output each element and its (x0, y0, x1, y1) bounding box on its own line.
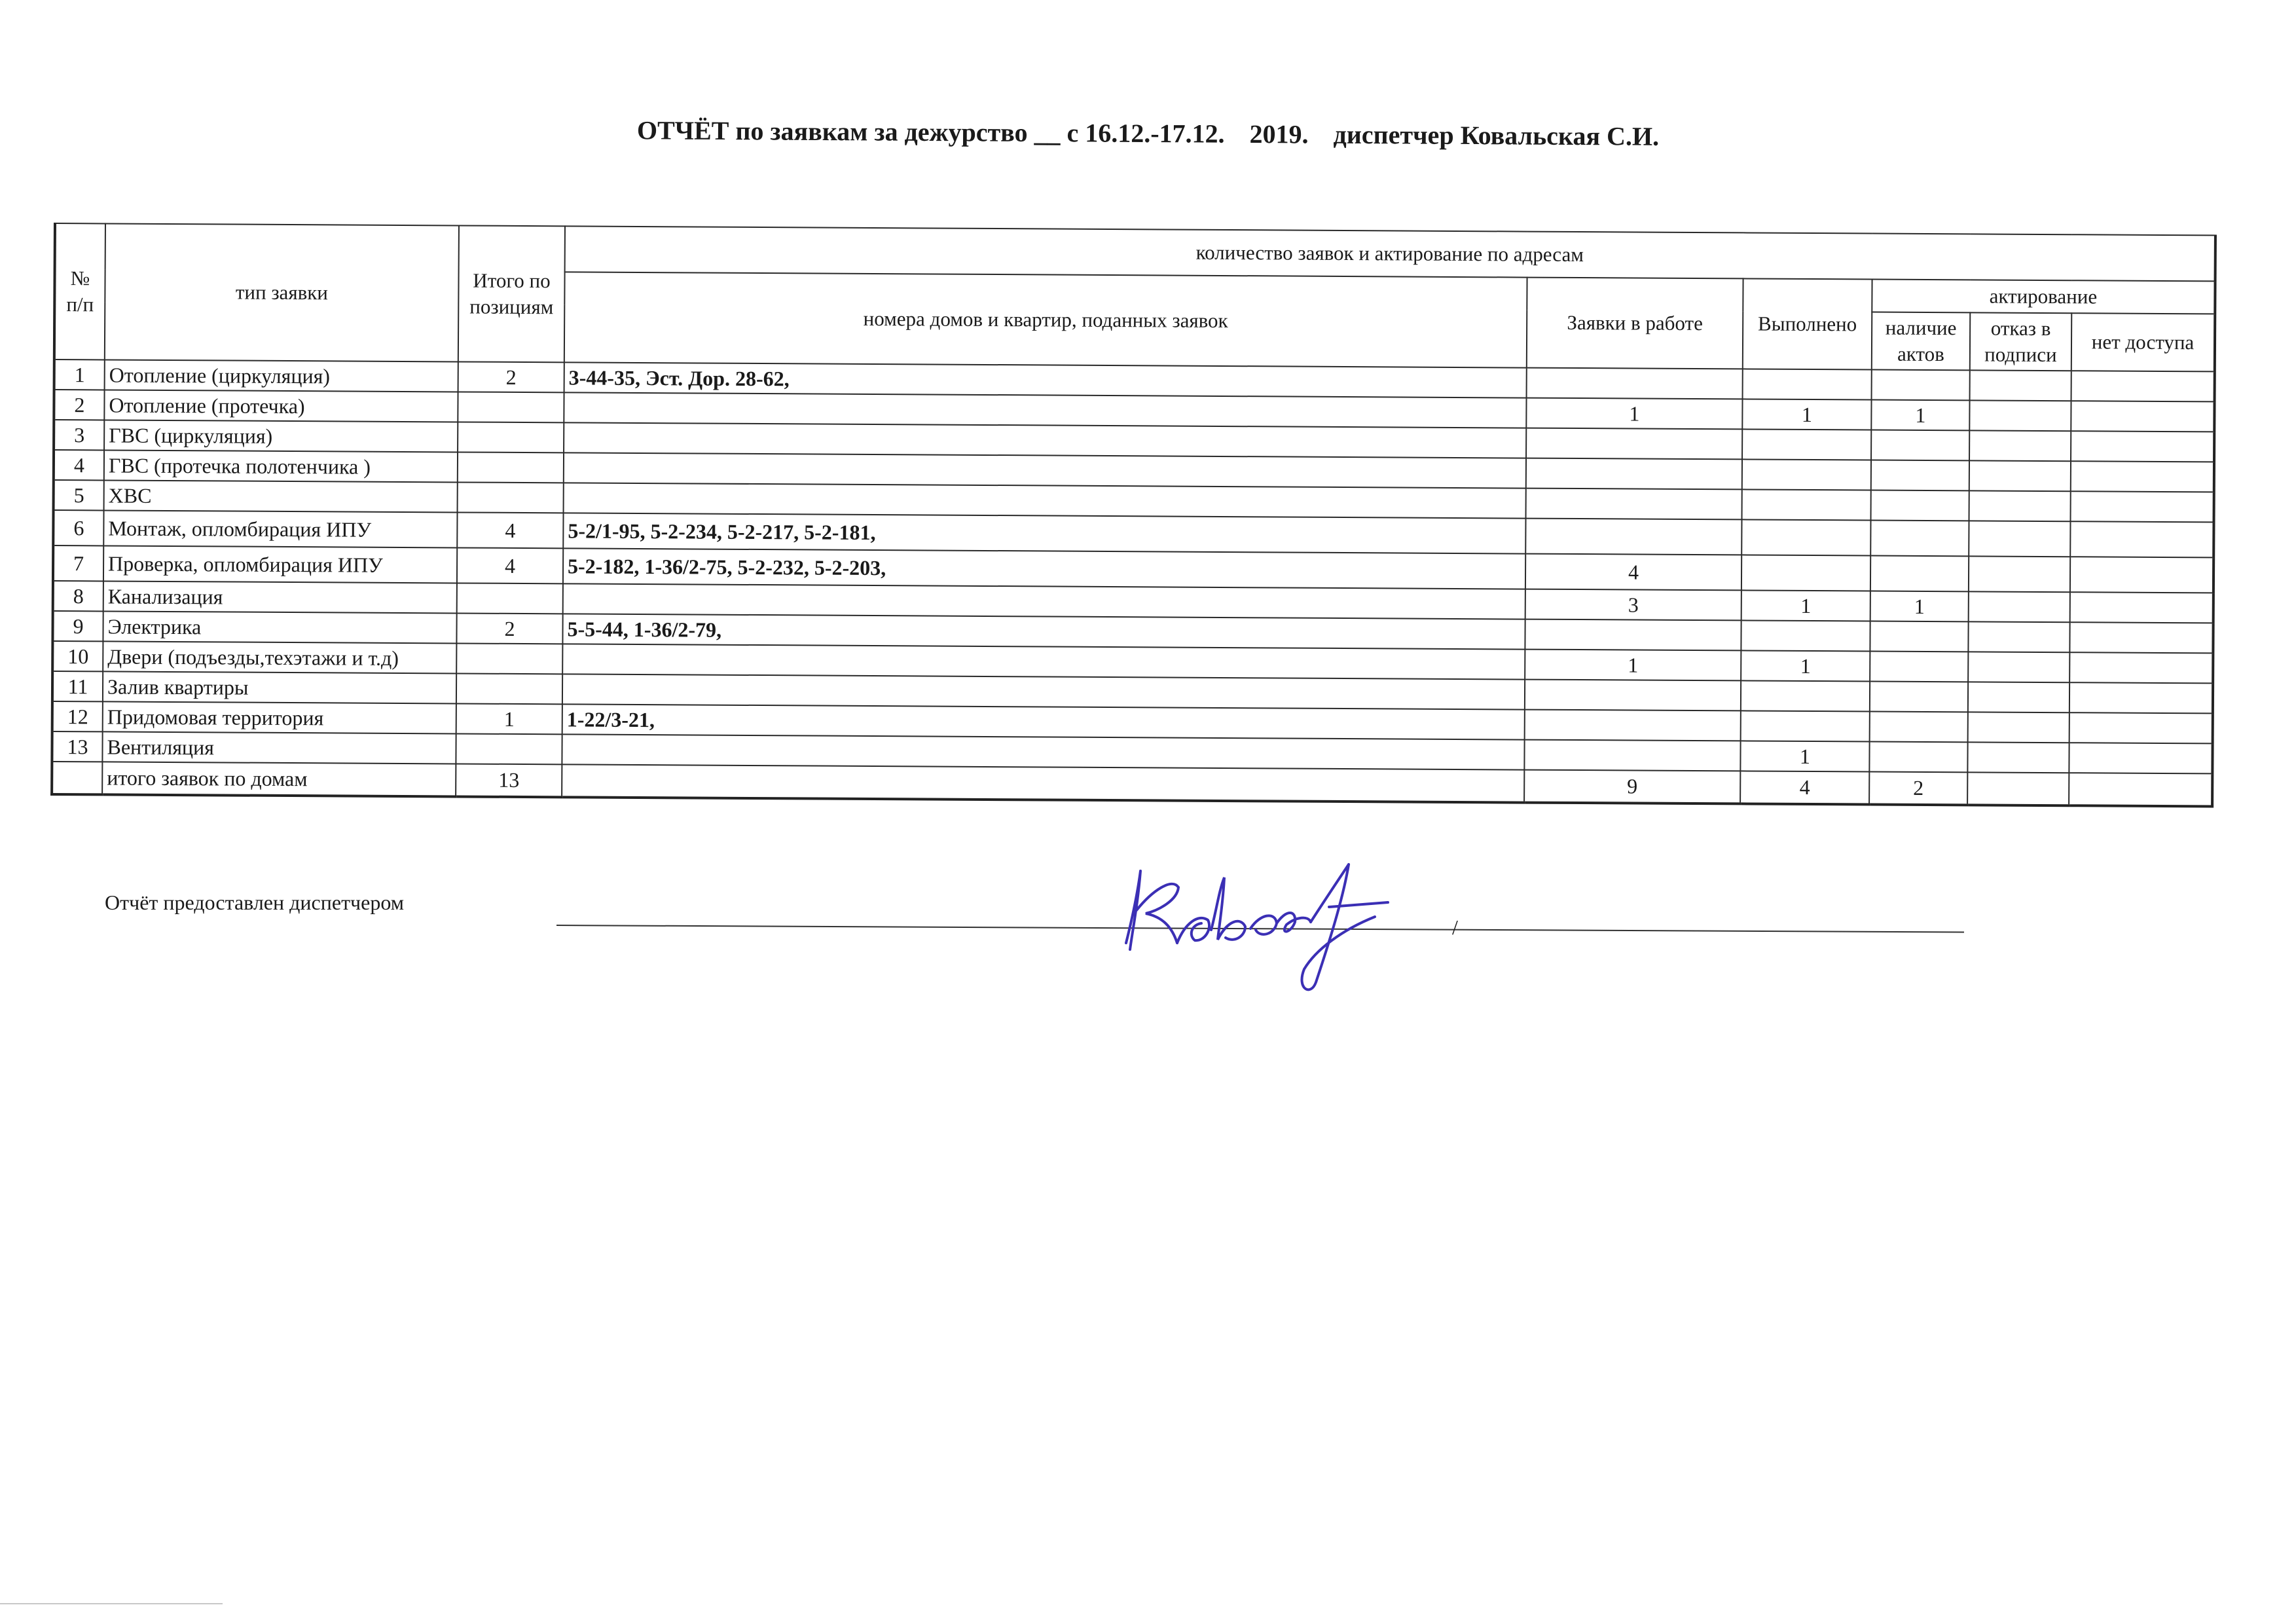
title-main: ОТЧЁТ по заявкам за дежурство (636, 115, 1028, 147)
report-table (50, 223, 2217, 807)
row-total: 2 (458, 361, 564, 392)
row-total: 1 (456, 703, 562, 734)
row-num: 6 (53, 510, 103, 545)
row-addresses: 5-2-182, 1-36/2-75, 5-2-232, 5-2-203, (563, 548, 1525, 589)
row-acts (1871, 430, 1969, 461)
total-acts: 2 (1869, 772, 1967, 805)
row-in-work (1527, 368, 1743, 399)
row-done (1741, 620, 1870, 651)
row-num: 1 (54, 360, 105, 390)
row-type: Залив квартиры (103, 671, 456, 703)
title-year: 2019. (1249, 119, 1309, 149)
row-acts (1870, 621, 1968, 652)
row-addresses: 5-5-44, 1-36/2-79, (562, 614, 1525, 649)
row-num: 4 (54, 450, 104, 480)
row-refusal (1968, 652, 2069, 682)
header-no-access: нет доступа (2071, 313, 2215, 371)
row-in-work (1525, 680, 1741, 711)
row-total (458, 422, 564, 452)
row-num: 3 (54, 420, 104, 450)
header-num: № п/п (54, 223, 105, 360)
total-no-access (2069, 773, 2212, 806)
header-in-work: Заявки в работе (1527, 278, 1743, 369)
row-refusal (1967, 742, 2069, 773)
row-total: 4 (457, 512, 563, 548)
row-addresses (564, 483, 1526, 518)
row-refusal (1969, 556, 2070, 592)
header-type: тип заявки (105, 223, 459, 361)
row-in-work (1524, 740, 1740, 771)
row-addresses (564, 452, 1526, 488)
row-num: 7 (53, 545, 103, 581)
row-acts (1870, 652, 1968, 682)
row-in-work (1526, 428, 1742, 460)
total-refusal (1967, 772, 2069, 805)
row-type: Монтаж, опломбирация ИПУ (103, 510, 457, 547)
row-done (1741, 710, 1870, 741)
row-done (1741, 680, 1870, 711)
total-addresses (562, 764, 1524, 802)
header-acts-group: актирование (1872, 280, 2215, 314)
row-acts (1870, 712, 1968, 743)
dispatcher-name: Ковальская С.И. (1460, 120, 1660, 151)
scan-edge-line (0, 1603, 223, 1604)
row-addresses (562, 644, 1525, 679)
row-total: 2 (456, 613, 562, 644)
row-total (456, 673, 562, 704)
row-num: 5 (54, 480, 104, 510)
row-num: 12 (52, 701, 103, 731)
row-done: 1 (1742, 399, 1871, 430)
row-in-work: 3 (1525, 589, 1741, 621)
row-in-work (1525, 710, 1741, 741)
row-no-access (2070, 557, 2214, 593)
row-in-work (1525, 519, 1741, 555)
row-type: Канализация (103, 581, 457, 613)
title-period: с 16.12.-17.12. (1066, 118, 1225, 149)
row-total (458, 482, 564, 513)
row-addresses (564, 392, 1526, 428)
row-done (1742, 429, 1871, 460)
row-no-access (2071, 431, 2214, 462)
row-refusal (1968, 621, 2069, 652)
row-num: 8 (53, 581, 103, 611)
document-title (0, 111, 2296, 155)
row-refusal (1969, 490, 2071, 521)
row-in-work: 1 (1525, 650, 1741, 681)
row-acts (1870, 521, 1969, 557)
row-in-work (1526, 458, 1742, 490)
row-refusal (1969, 460, 2071, 491)
header-total: Итого по позициям (458, 225, 565, 362)
row-total (458, 392, 564, 422)
row-in-work: 1 (1526, 398, 1742, 430)
row-refusal (1969, 400, 2071, 431)
row-done: 1 (1741, 590, 1870, 621)
row-in-work: 4 (1525, 554, 1741, 591)
header-addresses: номера домов и квартир, поданных заявок (564, 272, 1527, 367)
row-type: Проверка, опломбирация ИПУ (103, 545, 457, 583)
row-acts: 1 (1870, 591, 1969, 622)
row-no-access (2071, 371, 2215, 401)
row-refusal (1968, 682, 2069, 712)
row-acts (1870, 682, 1968, 712)
row-done (1742, 459, 1871, 490)
row-in-work (1526, 489, 1742, 520)
row-done: 1 (1741, 650, 1870, 681)
row-num: 13 (52, 731, 102, 762)
header-done: Выполнено (1743, 278, 1872, 369)
row-no-access (2071, 461, 2214, 492)
total-in-work: 9 (1524, 770, 1740, 804)
signature-image (1100, 851, 1440, 1002)
row-addresses: 3-44-35, Эст. Дор. 28-62, (564, 362, 1527, 397)
row-type: Вентиляция (102, 731, 456, 764)
row-no-access (2069, 743, 2212, 773)
header-refusal: отказ в подписи (1970, 312, 2071, 371)
row-total (458, 452, 564, 483)
row-acts: 1 (1871, 400, 1969, 431)
row-no-access (2071, 491, 2214, 522)
row-num: 10 (52, 641, 103, 671)
title-blank: __ (1034, 117, 1061, 148)
row-type: Отопление (циркуляция) (105, 360, 458, 392)
row-refusal (1970, 370, 2071, 401)
row-type: Придомовая территория (103, 701, 456, 733)
row-num: 11 (52, 671, 103, 701)
row-addresses (563, 583, 1525, 619)
row-type: Электрика (103, 611, 456, 643)
row-done (1743, 369, 1872, 399)
row-type: ГВС (циркуляция) (104, 420, 458, 452)
row-no-access (2069, 682, 2213, 713)
row-addresses (564, 422, 1526, 458)
total-empty (52, 762, 102, 794)
row-refusal (1968, 712, 2069, 743)
row-done (1741, 519, 1870, 555)
row-no-access (2070, 592, 2214, 623)
row-num: 9 (52, 611, 103, 641)
row-no-access (2069, 622, 2213, 653)
row-addresses: 5-2/1-95, 5-2-234, 5-2-217, 5-2-181, (563, 513, 1525, 553)
row-acts (1872, 370, 1970, 401)
report-sheet (50, 223, 2214, 857)
row-addresses (562, 674, 1525, 709)
row-type: ХВС (104, 480, 458, 512)
row-type: Отопление (протечка) (104, 390, 458, 422)
row-type: Двери (подъезды,техэтажи и т.д) (103, 641, 456, 673)
row-in-work (1525, 619, 1741, 651)
row-done (1741, 555, 1870, 591)
row-addresses: 1-22/3-21, (562, 704, 1525, 739)
total-label: итого заявок по домам (102, 762, 456, 796)
header-acts: наличие актов (1872, 312, 1970, 371)
row-done (1742, 489, 1871, 520)
row-refusal (1969, 521, 2070, 557)
row-no-access (2070, 521, 2214, 557)
total-count: 13 (456, 764, 562, 797)
row-refusal (1969, 430, 2071, 461)
row-total (456, 643, 562, 674)
row-num: 2 (54, 390, 104, 420)
row-no-access (2069, 712, 2213, 743)
row-no-access (2069, 652, 2213, 683)
row-total: 4 (457, 547, 563, 583)
row-addresses (562, 734, 1524, 769)
total-done: 4 (1740, 771, 1869, 804)
title-role: диспетчер (1333, 119, 1454, 150)
row-done: 1 (1740, 741, 1869, 771)
row-acts (1870, 556, 1969, 592)
row-acts (1871, 490, 1969, 521)
row-acts (1871, 460, 1969, 491)
provided-by-label: Отчёт предоставлен диспетчером (105, 891, 404, 914)
row-type: ГВС (протечка полотенчика ) (104, 450, 458, 482)
row-total (457, 583, 563, 614)
signature-slash: / (1452, 915, 1458, 939)
row-total (456, 733, 562, 764)
header-group: количество заявок и актирование по адресам (565, 226, 2215, 281)
row-no-access (2071, 401, 2214, 432)
row-refusal (1969, 591, 2070, 622)
row-acts (1869, 742, 1967, 773)
